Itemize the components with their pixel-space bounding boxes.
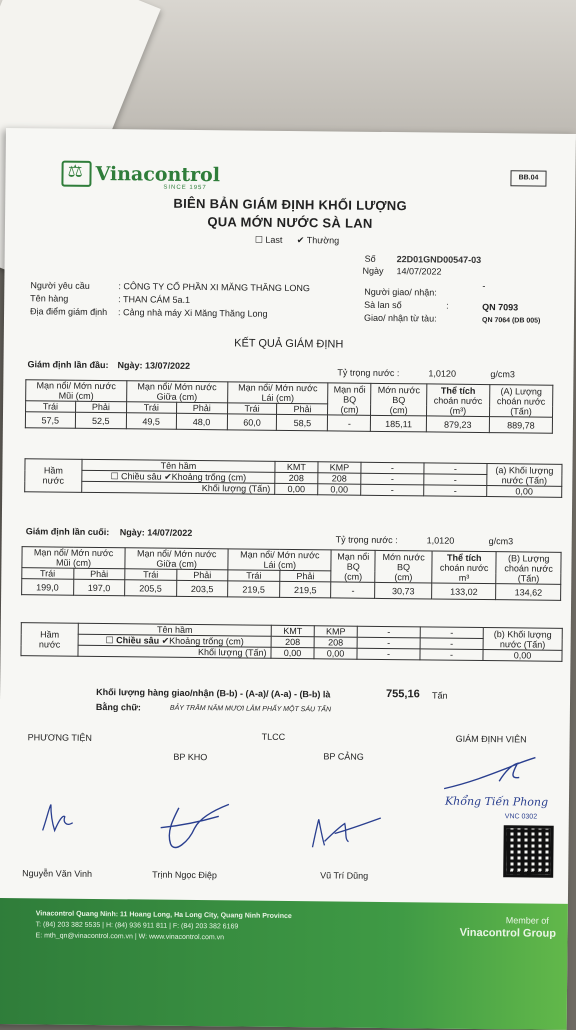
footer-band	[0, 898, 568, 1030]
th-left: Trái	[125, 569, 177, 581]
th-kmp: KMP	[318, 462, 361, 473]
info-colon: :	[446, 300, 449, 311]
cell: 889,78	[489, 417, 552, 434]
th-left: Trái	[126, 402, 176, 414]
footer-line-3: E: mth_qn@vinacontrol.com.vn | W: www.vinacontrol.com.vn	[35, 932, 225, 942]
th-bow: Mạn nổi/ Mớn nước Mũi (cm)	[26, 380, 127, 402]
last-density-unit: g/cm3	[488, 536, 514, 547]
cell-dash: -	[420, 627, 483, 639]
depth-clearance: ☐ Chiều sâu ✔Khoảng trống (cm)	[82, 470, 275, 483]
info-value-goods: : THAN CÁM 5a.1	[118, 294, 191, 305]
cell-dash: -	[357, 626, 420, 638]
th-right: Phải	[176, 402, 227, 414]
th-mid: Mạn nổi/ Mớn nước Giữa (cm)	[125, 548, 228, 570]
last-draft-table	[21, 546, 561, 601]
th-tank-name: Tên hầm	[78, 623, 271, 636]
cell-dash: -	[361, 473, 424, 485]
cell: 199,0	[22, 579, 74, 596]
th-left: Trái	[26, 401, 76, 413]
checkbox-empty-icon: ☐	[105, 635, 114, 646]
cell: 203,5	[176, 580, 228, 597]
cell: -	[331, 582, 375, 598]
cell-dash: -	[424, 485, 487, 497]
info-value-from-ship: QN 7064 (DB 005)	[481, 316, 541, 325]
th-displacement: (B) Lượng choán nước (Tấn)	[496, 552, 561, 585]
first-draft-table	[25, 379, 553, 434]
water-weight-b-header: (b) Khối lượng nước (Tấn)	[483, 628, 562, 651]
sig-title-inspector: GIÁM ĐỊNH VIÊN	[455, 733, 527, 745]
cell-dash: -	[357, 648, 420, 660]
tank-label: Hầm nước	[25, 459, 82, 493]
tank-label: Hầm nước	[21, 623, 78, 657]
cell-dash: -	[361, 462, 424, 474]
title-line-1: BIÊN BẢN GIÁM ĐỊNH KHỐI LƯỢNG	[173, 195, 408, 214]
cell: 208	[275, 472, 318, 483]
last-tank-table	[20, 622, 562, 662]
last-density: 1,0120	[426, 535, 455, 546]
th-draft-avg: Mớn nước BQ (cm)	[375, 550, 432, 583]
warehouse-signature	[148, 798, 239, 859]
sig-name-3: Vũ Trí Dũng	[320, 870, 369, 881]
th-kmp: KMP	[314, 626, 357, 637]
cell: 205,5	[125, 580, 177, 597]
cell: 208	[314, 637, 357, 648]
th-volume: Thể tích choán nước (m³)	[426, 384, 489, 417]
checkmark-icon: ✔	[164, 471, 172, 482]
cell: 52,5	[75, 412, 126, 429]
th-left: Trái	[22, 568, 74, 580]
form-code: BB.04	[510, 170, 546, 186]
th-weight: Khối lượng (Tấn)	[78, 645, 271, 658]
total-label: Khối lượng hàng giao/nhận (B-b) - (A-a)/ (A-a) - (B-b) là	[96, 686, 331, 700]
inspector-name: Khổng Tiến Phong	[444, 794, 549, 809]
th-bow: Mạn nổi/ Mớn nước Mũi (cm)	[22, 547, 125, 569]
inspector-code: VNC 0302	[504, 813, 538, 821]
scales-icon	[61, 161, 91, 187]
cell: 0,00	[275, 483, 318, 494]
water-weight-a-header: (a) Khối lượng nước (Tấn)	[487, 464, 562, 487]
cell: 60,0	[227, 414, 277, 431]
first-density-unit: g/cm3	[490, 369, 516, 380]
cell-dash: -	[420, 638, 483, 650]
first-label: Giám định lần đầu:	[27, 359, 109, 371]
cell-dash: -	[361, 484, 424, 496]
cell: 208	[271, 636, 314, 647]
words-label: Bằng chữ:	[95, 701, 142, 713]
cell-dash: -	[357, 637, 420, 649]
info-value-requester: : CÔNG TY CỔ PHẦN XI MĂNG THĂNG LONG	[118, 281, 310, 294]
th-weight: Khối lượng (Tấn)	[82, 481, 275, 494]
footer-line-2: T: (84) 203 382 5535 | H: (84) 936 911 811 | F: (84) 203 382 6169	[35, 921, 239, 931]
checkmark-icon: ✔	[161, 635, 170, 646]
cell: 219,5	[279, 581, 331, 598]
cell: 208	[318, 473, 361, 484]
info-label-requester: Người yêu cầu	[30, 280, 90, 291]
cell: 133,02	[432, 583, 497, 600]
th-right: Phải	[280, 570, 332, 582]
th-right: Phải	[277, 403, 328, 415]
th-displacement: (A) Lượng choán nước (Tấn)	[489, 385, 552, 418]
water-weight-a: 0,00	[487, 486, 562, 498]
cell-dash: -	[424, 474, 487, 486]
info-label-location: Địa điểm giám định	[30, 306, 108, 318]
cell-dash: -	[424, 463, 487, 475]
so-value: 22D01GND00547-03	[396, 254, 482, 265]
water-weight-b: 0,00	[483, 650, 562, 662]
checkmark-icon: ✔	[296, 235, 305, 246]
words-value: BẢY TRĂM NĂM MƯƠI LĂM PHẨY MỘT SÁU TẤN	[169, 704, 332, 714]
th-kmt: KMT	[275, 461, 318, 472]
th-freeboard-avg: Mạn nổi BQ (cm)	[331, 550, 375, 582]
cell: 57,5	[25, 412, 75, 429]
ngay-value: 14/07/2022	[396, 266, 442, 277]
info-value-location: : Cảng nhà máy Xi Măng Thăng Long	[118, 307, 268, 319]
info-label-deliverer: Người giao/ nhận:	[364, 286, 437, 298]
cell: 185,11	[371, 415, 427, 432]
sig-title-vessel: PHƯƠNG TIỆN	[27, 732, 92, 743]
info-label-from-ship: Giao/ nhận từ tàu:	[363, 312, 437, 324]
cell: 48,0	[176, 413, 227, 430]
cell: 0,00	[271, 647, 314, 658]
th-draft-avg: Mớn nước BQ (cm)	[371, 383, 427, 416]
first-tank-table	[24, 458, 562, 498]
logo-since: SINCE 1957	[163, 184, 207, 192]
info-label-goods: Tên hàng	[30, 293, 69, 304]
option-last: ☐ Last	[254, 234, 283, 245]
cell: 219,5	[228, 581, 280, 598]
th-right: Phải	[176, 569, 228, 581]
so-label: Số	[364, 253, 376, 264]
result-title: KẾT QUẢ GIÁM ĐỊNH	[234, 337, 344, 351]
cell: 0,00	[318, 484, 361, 495]
last-density-label: Tỷ trọng nước :	[335, 534, 398, 546]
depth-clearance: ☐ Chiều sâu ✔Khoảng trống (cm)	[78, 634, 271, 647]
total-value: 755,16	[386, 688, 420, 701]
cell: 879,23	[426, 416, 489, 433]
th-volume: Thể tích choán nước m³	[432, 551, 497, 584]
info-value-barge: QN 7093	[482, 301, 519, 313]
footer-member-of: Member of	[505, 915, 549, 926]
sig-title-warehouse: BP KHO	[173, 751, 208, 763]
info-label-barge: Sà lan số	[364, 299, 402, 311]
first-density-label: Tỷ trọng nước :	[337, 367, 400, 379]
qr-code	[503, 825, 554, 878]
th-left: Trái	[228, 570, 280, 582]
cell: 134,62	[496, 584, 561, 601]
th-stern: Mạn nổi/ Mớn nước Lái (cm)	[228, 549, 331, 571]
vessel-signature	[39, 800, 79, 836]
last-label: Giám định lần cuối:	[25, 526, 110, 538]
sig-title-port: BP CẢNG	[323, 751, 364, 762]
info-value-deliverer: -	[482, 280, 486, 292]
th-mid: Mạn nổi/ Mớn nước Giữa (cm)	[126, 381, 227, 403]
first-date: Ngày: 13/07/2022	[117, 360, 191, 371]
cell: 58,5	[277, 414, 328, 431]
cell: 30,73	[375, 582, 432, 599]
th-kmt: KMT	[271, 625, 314, 636]
ngay-label: Ngày	[362, 265, 384, 276]
th-tank-name: Tên hầm	[82, 459, 275, 472]
th-freeboard-avg: Mạn nổi BQ (cm)	[328, 383, 371, 415]
port-signature	[304, 811, 384, 854]
last-date: Ngày: 14/07/2022	[119, 527, 193, 538]
sig-title-tlcc: TLCC	[261, 731, 286, 742]
cell: -	[328, 415, 371, 431]
cell: 197,0	[73, 579, 125, 596]
document-sheet	[0, 128, 576, 1030]
logo-text: Vinacontrol	[95, 162, 221, 187]
footer-group: Vinacontrol Group	[459, 926, 557, 940]
cell: 0,00	[314, 648, 357, 659]
sig-name-1: Nguyễn Văn Vinh	[22, 868, 93, 879]
checkbox-empty-icon: ☐	[110, 471, 119, 482]
first-density: 1,0120	[428, 368, 457, 379]
total-unit: Tấn	[432, 690, 448, 701]
title-line-2: QUA MỚN NƯỚC SÀ LAN	[207, 214, 373, 231]
th-stern: Mạn nổi/ Mớn nước Lái (cm)	[227, 382, 328, 404]
cell: 49,5	[126, 413, 176, 430]
inspector-signature	[439, 753, 539, 796]
th-right: Phải	[75, 401, 126, 413]
footer-line-1: Vinacontrol Quang Ninh: 11 Hoang Long, Ha Long City, Quang Ninh Province	[35, 910, 292, 921]
checkbox-empty-icon: ☐	[254, 234, 263, 245]
th-left: Trái	[227, 403, 277, 415]
option-normal: ✔ Thường	[296, 235, 340, 246]
th-right: Phải	[73, 568, 125, 580]
cell-dash: -	[420, 649, 483, 661]
sig-name-2: Trịnh Ngọc Điệp	[152, 869, 217, 881]
